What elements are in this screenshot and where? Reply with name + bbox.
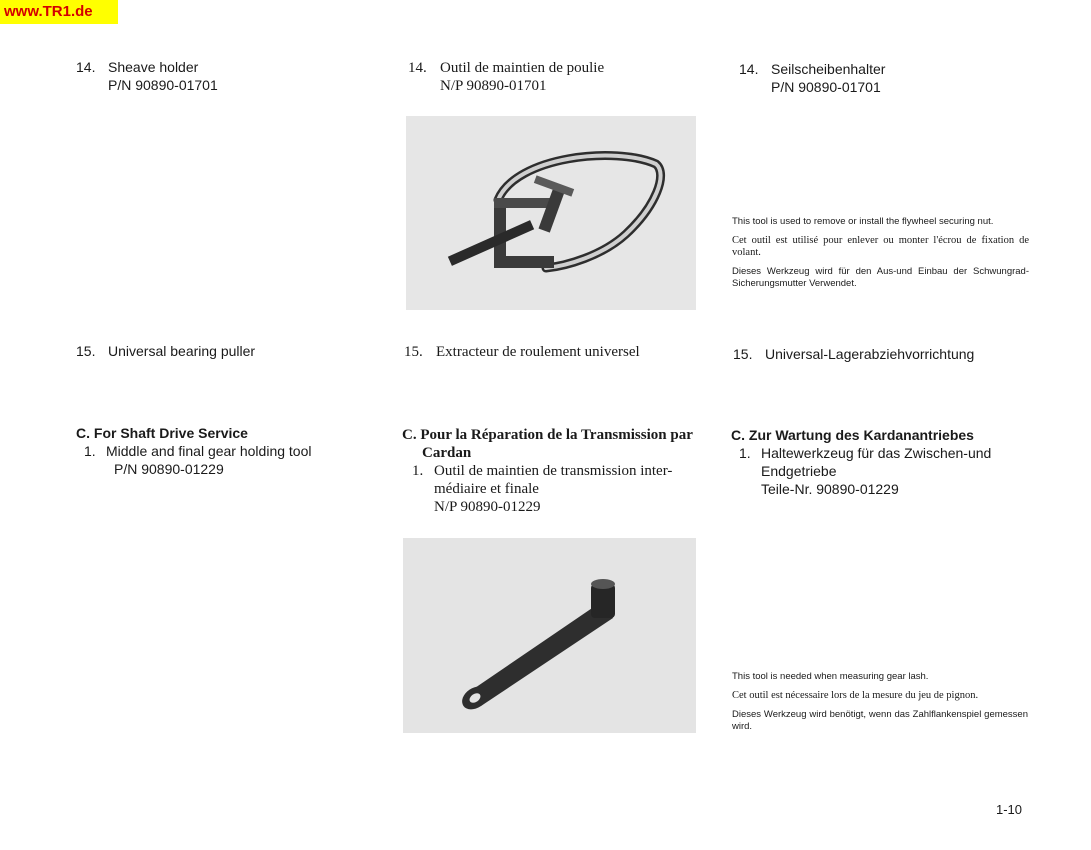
note-1-english: This tool is used to remove or install the flywheel securing nut. — [732, 216, 994, 227]
fr-item-14 — [408, 59, 678, 95]
de-section-c-heading: C. Zur Wartung des Kardanantriebes — [731, 427, 974, 443]
fr-section-c-item-1-title-line-1: Outil de maintien de transmission inter- — [434, 463, 673, 479]
fr-item-14-title: Outil de maintien de poulie — [440, 60, 605, 76]
gear-holding-tool-photo — [403, 538, 696, 733]
de-section-c-item-1-title-line-1: Haltewerkzeug für das Zwischen-und — [761, 445, 992, 461]
note-2-english: This tool is needed when measuring gear lash. — [732, 671, 929, 682]
fr-section-c-heading-line-2: Cardan — [422, 445, 472, 461]
en-item-14-title: Sheave holder — [108, 59, 199, 75]
page-number: 1-10 — [996, 802, 1023, 817]
note-1-french: Cet outil est utilisé pour enlever ou monter l'écrou de fixation de volant. — [732, 235, 1029, 258]
en-section-c-item-1 — [76, 442, 366, 478]
de-section-c-item-1 — [731, 444, 1028, 498]
de-section-c-item-1-title-line-2: Endgetriebe — [761, 463, 837, 479]
notes-sheave-holder — [732, 216, 1029, 297]
fr-item-14-number: 14. — [408, 60, 427, 76]
fr-item-15-title: Extracteur de roulement universel — [436, 344, 640, 360]
de-item-15-title: Universal-Lagerabziehvorrichtung — [765, 346, 975, 362]
fr-item-15 — [404, 343, 694, 361]
de-item-15-number: 15. — [733, 346, 753, 362]
note-2-german: Dieses Werkzeug wird benötigt, wenn das Zahlflankenspiel gemessen wird. — [732, 709, 1028, 732]
de-item-14-title: Seilscheibenhalter — [771, 61, 886, 77]
fr-section-c-heading-line-1: C. Pour la Réparation de la Transmission par — [402, 427, 693, 443]
en-item-15-number: 15. — [76, 343, 96, 359]
de-item-14-part-number: P/N 90890-01701 — [771, 79, 881, 95]
fr-section-c-item-1-number: 1. — [412, 463, 424, 479]
sheave-holder-photo — [406, 116, 696, 310]
de-item-15 — [733, 345, 1033, 363]
en-section-c — [76, 424, 366, 478]
de-section-c-item-1-part-number: Teile-Nr. 90890-01229 — [761, 481, 899, 497]
de-item-14-number: 14. — [739, 61, 759, 77]
en-item-15 — [76, 342, 356, 360]
note-2-french: Cet outil est nécessaire lors de la mesure du jeu de pignon. — [732, 690, 979, 701]
en-section-c-heading: C. For Shaft Drive Service — [76, 425, 248, 441]
sheave-holder-illustration — [406, 116, 696, 310]
de-section-c — [731, 426, 1028, 498]
en-item-15-title: Universal bearing puller — [108, 343, 256, 359]
en-section-c-item-1-number: 1. — [84, 443, 96, 459]
en-item-14-number: 14. — [76, 59, 96, 75]
fr-section-c — [402, 426, 707, 516]
en-item-14 — [76, 58, 336, 94]
de-item-14 — [739, 60, 1019, 96]
gear-holding-tool-illustration — [403, 538, 696, 733]
fr-section-c-item-1 — [402, 462, 707, 516]
note-1-german: Dieses Werkzeug wird für den Aus-und Einbau der Schwungrad-Sicherungsmutter Verwendet. — [732, 266, 1029, 289]
notes-gear-holding-tool — [732, 671, 1028, 740]
fr-item-15-number: 15. — [404, 344, 423, 360]
en-item-14-part-number: P/N 90890-01701 — [108, 77, 218, 93]
en-section-c-item-1-part-number: P/N 90890-01229 — [114, 461, 224, 477]
site-banner: www.TR1.de — [0, 0, 118, 24]
fr-section-c-item-1-title-line-2: médiaire et finale — [434, 481, 539, 497]
en-section-c-item-1-title: Middle and final gear holding tool — [106, 443, 312, 459]
fr-section-c-item-1-part-number: N/P 90890-01229 — [434, 499, 541, 515]
fr-item-14-part-number: N/P 90890-01701 — [440, 78, 547, 94]
de-section-c-item-1-number: 1. — [739, 445, 751, 461]
